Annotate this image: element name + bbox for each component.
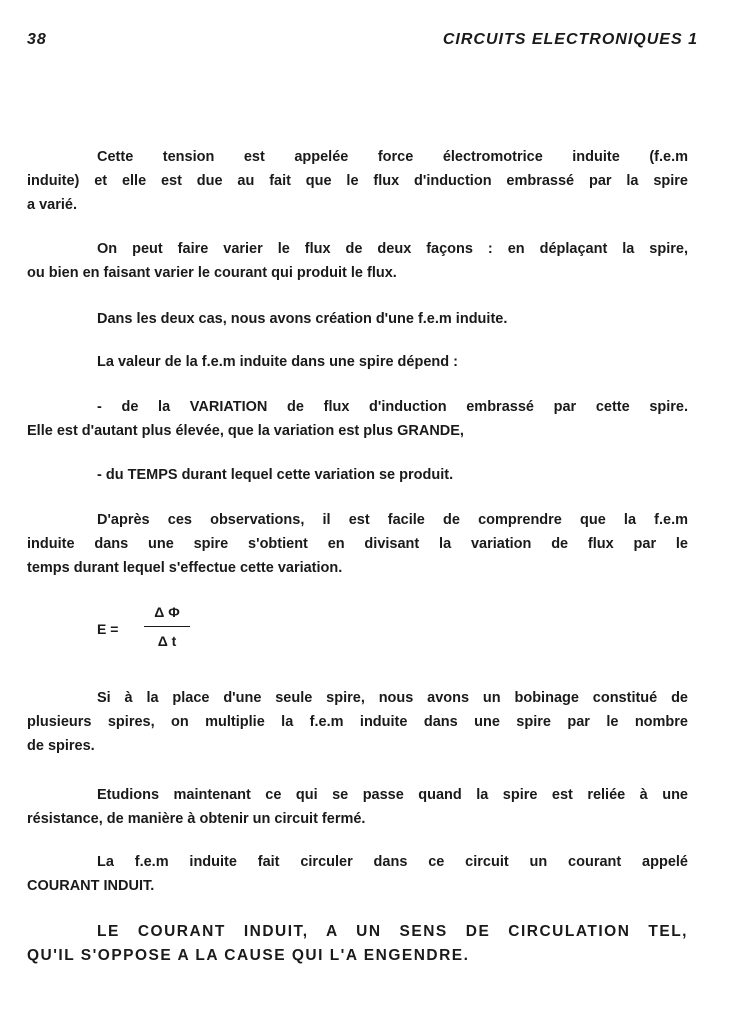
text-line: temps durant lequel s'effectue cette variation. — [27, 560, 343, 576]
text-line: La f.e.m induite fait circuler dans ce circuit un courant appelé — [97, 854, 688, 870]
text-line: Dans les deux cas, nous avons création d'une f.e.m induite. — [97, 311, 508, 327]
paragraph — [27, 307, 688, 331]
text-line: induite) et elle est due au fait que le flux d'induction embrassé par la spire — [27, 173, 688, 189]
text-line: ou bien en faisant varier le courant qui produit le flux. — [27, 265, 397, 281]
paragraph — [27, 686, 688, 758]
text-line: - de la VARIATION de flux d'induction embrassé par cette spire. — [97, 399, 688, 415]
paragraph — [27, 395, 688, 443]
formula-numerator: Δ Φ — [154, 604, 180, 620]
paragraph — [27, 508, 688, 580]
page-number: 38 — [27, 31, 47, 48]
paragraph — [27, 237, 688, 285]
paragraph — [27, 350, 688, 374]
fraction-bar — [144, 626, 190, 627]
formula-lhs: E = — [97, 621, 119, 637]
text-line: QU'IL S'OPPOSE A LA CAUSE QUI L'A ENGENDRE. — [27, 947, 470, 964]
fraction — [144, 604, 190, 649]
running-title: CIRCUITS ELECTRONIQUES 1 — [442, 31, 698, 48]
paragraph — [27, 783, 688, 831]
text-line: de spires. — [27, 738, 95, 754]
text-line: Elle est d'autant plus élevée, que la variation est plus GRANDE, — [27, 423, 464, 439]
text-line: COURANT INDUIT. — [27, 878, 155, 894]
text-line: - du TEMPS durant lequel cette variation se produit. — [97, 467, 454, 483]
text-line: plusieurs spires, on multiplie la f.e.m induite dans une spire par le nombre — [27, 714, 688, 730]
text-line: Cette tension est appelée force électromotrice induite (f.e.m — [97, 149, 688, 165]
text-line: Etudions maintenant ce qui se passe quand la spire est reliée à une — [97, 787, 688, 803]
text-line: induite dans une spire s'obtient en divisant la variation de flux par le — [27, 536, 688, 552]
formula-denominator: Δ t — [157, 633, 177, 649]
paragraph — [27, 920, 688, 968]
text-line: D'après ces observations, il est facile de comprendre que la f.e.m — [97, 512, 688, 528]
text-line: Si à la place d'une seule spire, nous avons un bobinage constitué de — [97, 690, 688, 706]
text-line: LE COURANT INDUIT, A UN SENS DE CIRCULATION TEL, — [97, 923, 688, 940]
paragraph — [27, 850, 688, 898]
paragraph — [27, 463, 688, 487]
paragraph — [27, 145, 688, 217]
text-line: La valeur de la f.e.m induite dans une spire dépend : — [97, 354, 458, 370]
text-line: résistance, de manière à obtenir un circuit fermé. — [27, 811, 366, 827]
text-line: a varié. — [27, 197, 77, 213]
text-line: On peut faire varier le flux de deux façons : en déplaçant la spire, — [97, 241, 688, 257]
